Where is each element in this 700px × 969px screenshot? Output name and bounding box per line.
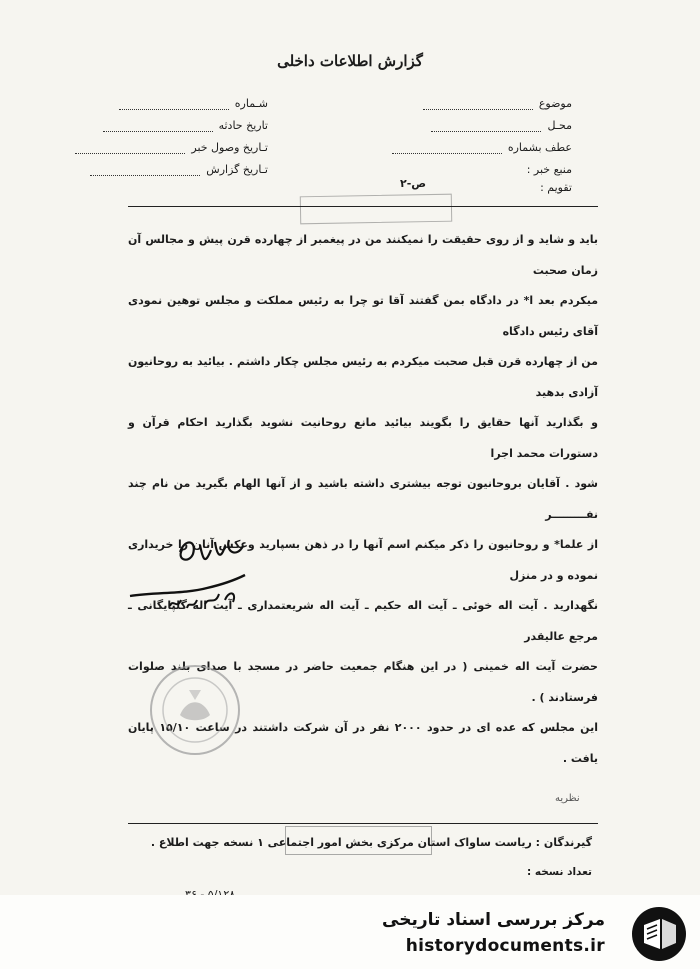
field-incident-date: تاریخ حادثه [103,119,268,132]
center-name: مرکز بررسی اسناد تاریخی [382,910,605,930]
watermark-footer [0,895,700,969]
source-code: ص-۲ [400,177,427,190]
body-line: باید و شاید و از روی حقیقت را نمیکنند من در پیغمبر از چهارده قرن پیش و مجالس آن زمان صحبت [128,233,598,277]
field-location: محـل [431,119,572,132]
body-line: از علما* و روحانیون را ذکر میکنم اسم آنها را در ذهن بسپارید وعکس آنان را خریداری نموده و در منزل [128,538,598,582]
history-documents-logo-icon [630,905,688,963]
opinion-label: نظریه [555,793,580,804]
top-stamp [300,194,452,225]
handwritten-signature [125,530,255,630]
body-line: این مجلس که عده ای در حدود ۲۰۰۰ نفر در آن شرکت داشتند در ساعت ۱۵/۱۰ پایان یافت . [128,721,598,765]
field-number: شـماره [119,97,268,110]
field-subject: موضوع [423,97,572,110]
copies-label: تعداد نسخه : [527,866,592,878]
field-report-date: تـاریخ گزارش [90,163,268,176]
body-line: شود . آقایان بروحانیون توجه بیشتری داشته باشید و از آنها الهام بگیرید من نام چند نفـــــــــر [128,477,598,521]
center-url: historydocuments.ir [405,936,605,956]
body-line: نگهدارید . آیت اله خوئی ـ آیت اله حکیم ـ آیت اله شریعتمداری ـ آیت اله گلپایگانی ـ مرجع عالیقدر [128,599,598,643]
field-reference: عطف بشماره [392,141,572,154]
body-line: حضرت آیت اله خمینی ( در این هنگام جمعیت حاضر در مسجد با صدای بلند صلوات فرستادند ) . [128,660,598,704]
body-line: و بگذارید آنها حقایق را بگویند بیائید مانع روحانیت نشوید بگذارید احکام قرآن و دستورات محمد اجرا [128,416,598,460]
official-seal [145,660,245,760]
recipients-divider [128,823,598,824]
field-receipt-date: تـاریخ وصول خبر [75,141,268,154]
body-line: میکردم بعد ا* در دادگاه بمن گفتند آقا تو چرا به رئیس مملکت و مجلس توهین نمودی آقای رئیس دادگاه [128,294,598,338]
field-news-source: منبع خبر : [526,163,572,176]
field-calendar: تقویم : [540,181,572,194]
document-title: گزارش اطلاعات داخلی [277,52,423,70]
body-line: من از چهارده قرن قبل صحبت میکردم به رئیس مجلس چکار داشتم . بیائید به روحانیون آزادی بدهید [128,355,598,399]
recipients-line: گیرندگان : ریاست ساواک استان مرکزی بخش امور اجتماعی ۱ نسخه جهت اطلاع . [150,836,592,849]
header-divider [128,206,598,207]
